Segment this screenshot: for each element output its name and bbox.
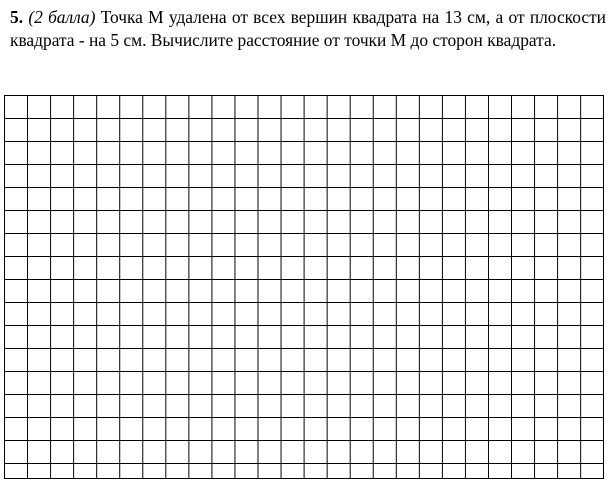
task-text: Точка M удалена от всех вершин квадрата на 13 см, а от плоскости квадрата - на 5 см. Вычислите расстояние от точки M до сторон квадрата. <box>10 7 606 50</box>
answer-grid[interactable] <box>4 95 604 479</box>
task-points: (2 балла) <box>28 7 96 27</box>
task-statement <box>10 6 606 52</box>
task-number: 5. <box>10 7 24 27</box>
